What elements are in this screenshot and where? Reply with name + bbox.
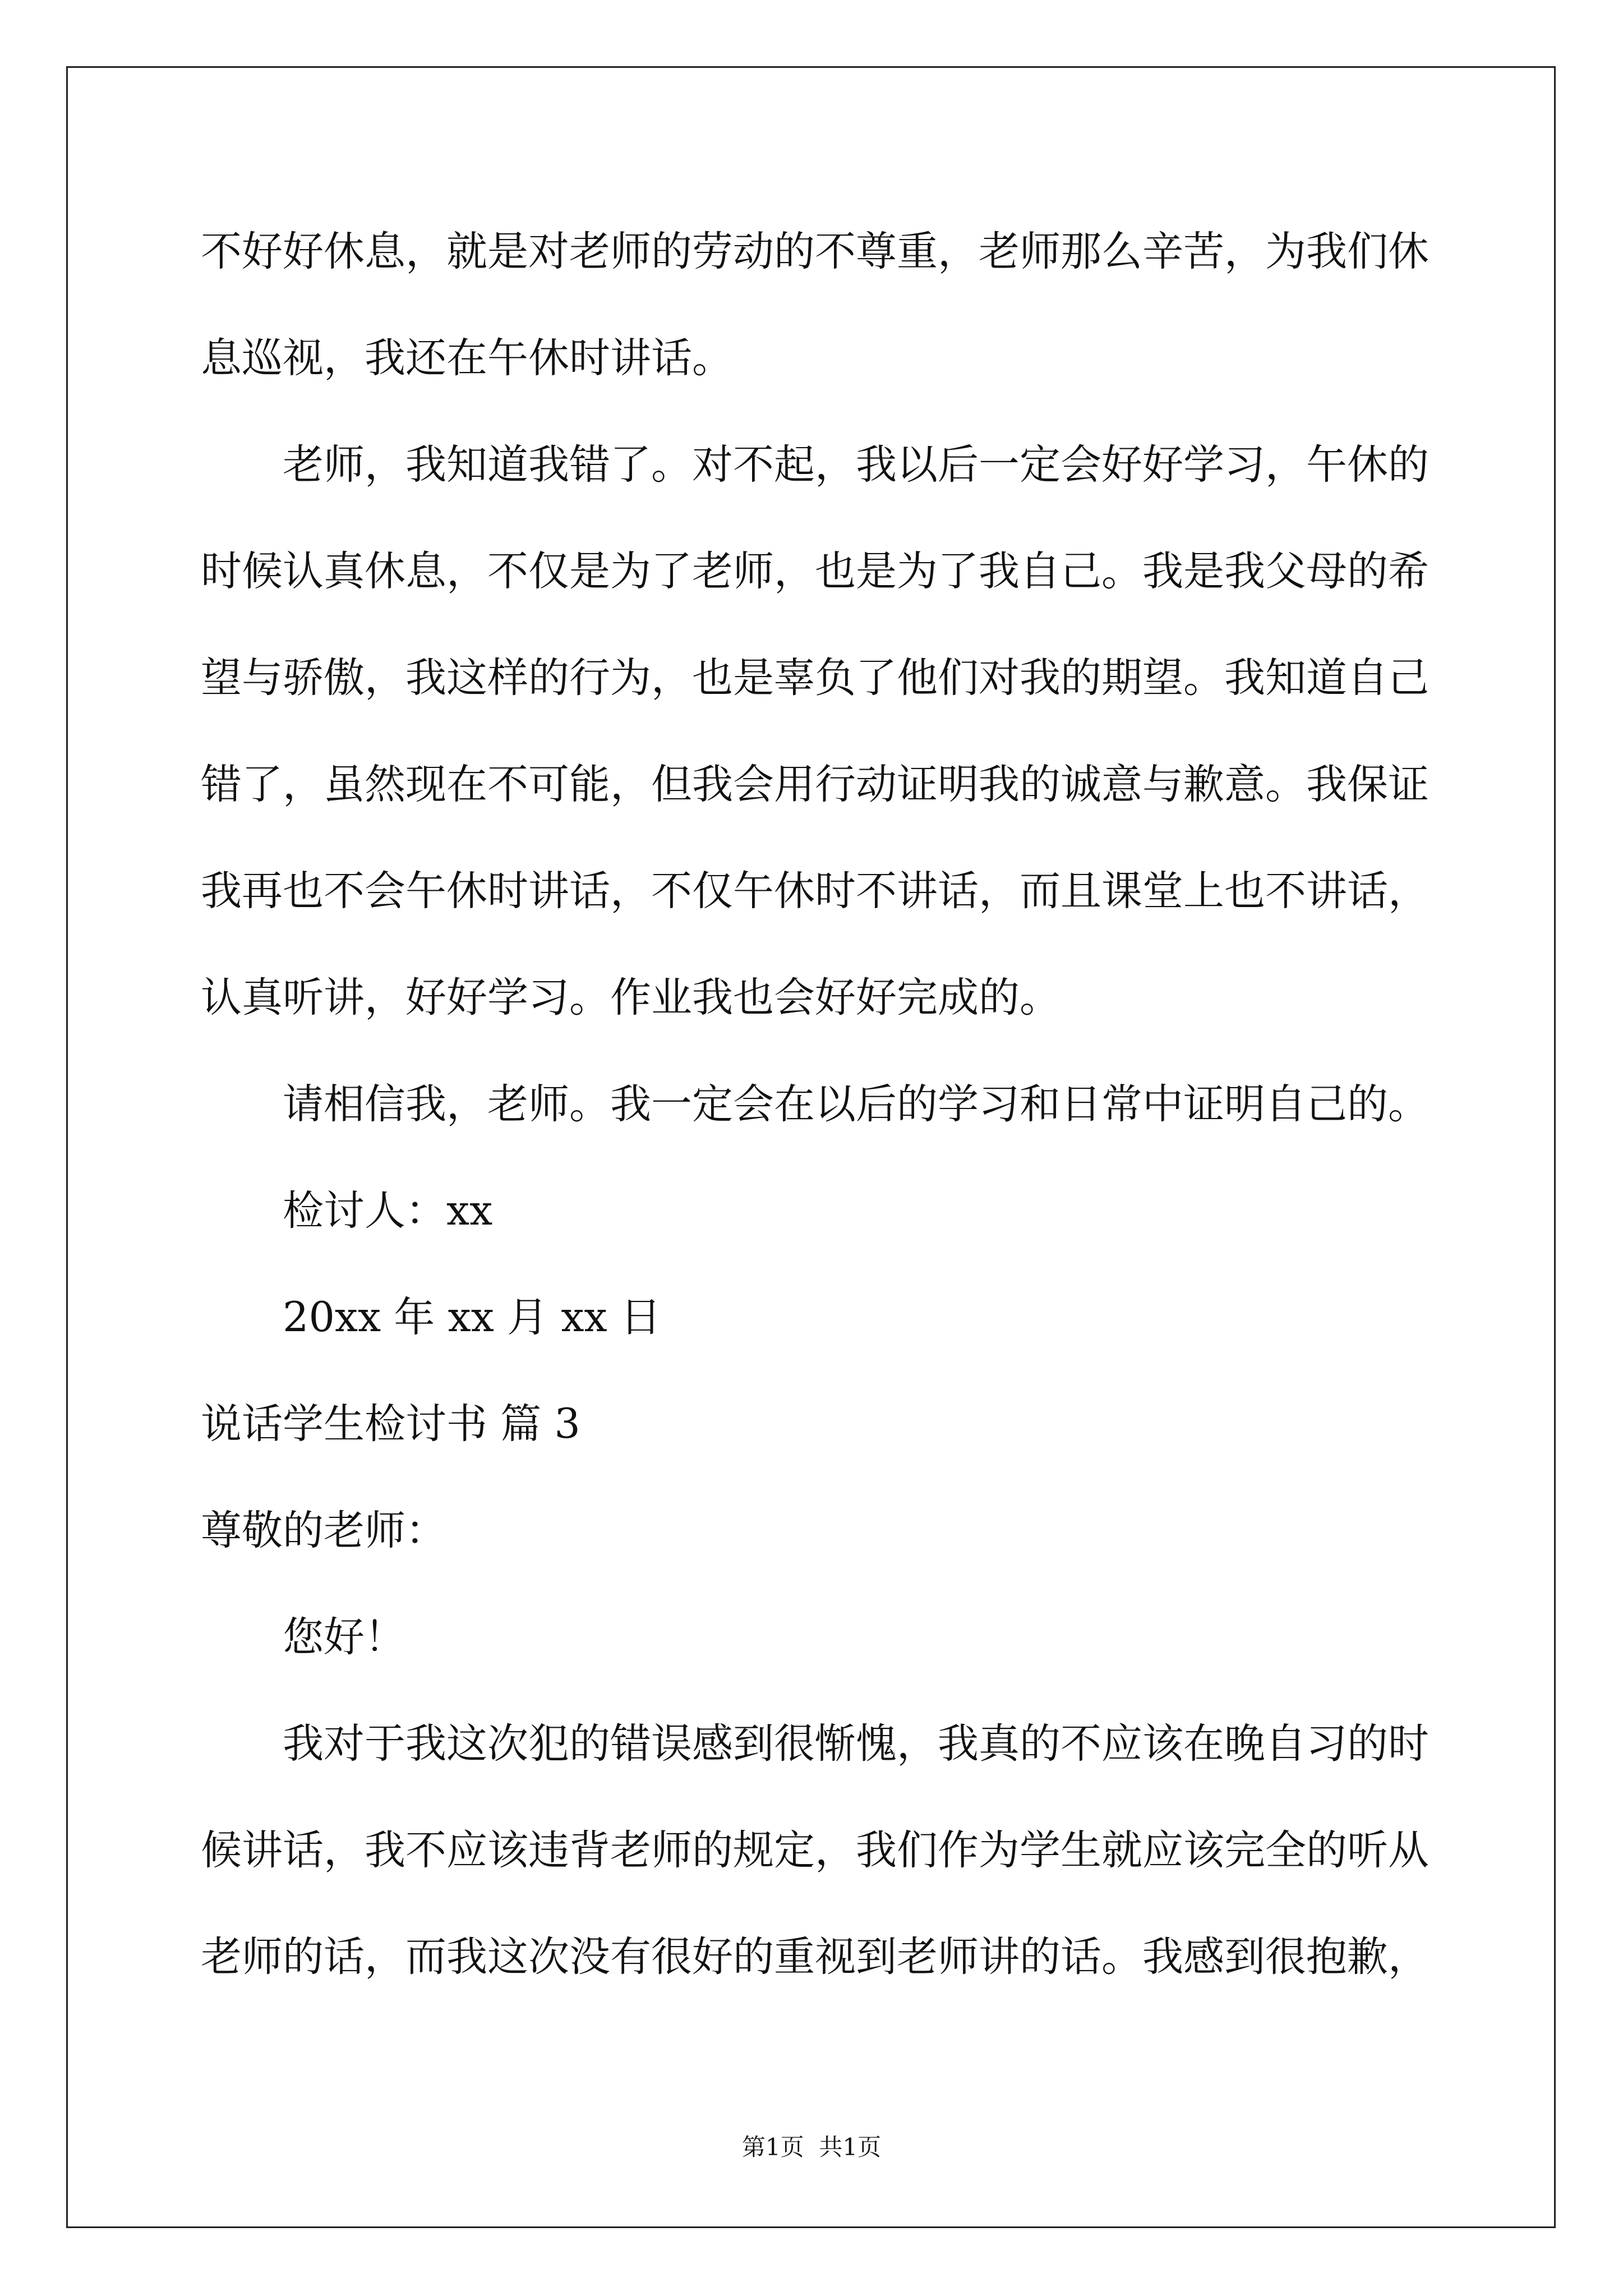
text-line: 我再也不会午休时讲话，不仅午休时不讲话，而且课堂上也不讲话， <box>201 867 1429 915</box>
page-footer: 第1页 共1页 <box>741 2133 882 2161</box>
text-line: 时候认真休息，不仅是为了老师，也是为了我自己。我是我父母的希 <box>201 547 1429 595</box>
section-heading: 说话学生检讨书 篇 3 <box>201 1400 580 1448</box>
date-line: 20xx 年 xx 月 xx 日 <box>283 1294 661 1341</box>
paragraph-start-line: 我对于我这次犯的错误感到很惭愧，我真的不应该在晚自习的时 <box>283 1720 1429 1768</box>
text-line: 望与骄傲，我这样的行为，也是辜负了他们对我的期望。我知道自己 <box>201 654 1429 702</box>
paragraph-start-line: 老师，我知道我错了。对不起，我以后一定会好好学习，午休的 <box>283 441 1429 489</box>
salutation: 尊敬的老师： <box>201 1507 446 1554</box>
text-line: 候讲话，我不应该违背老师的规定，我们作为学生就应该完全的听从 <box>201 1826 1429 1874</box>
signature-line: 检讨人：xx <box>283 1187 493 1235</box>
greeting: 您好！ <box>283 1613 405 1661</box>
paragraph-start-line: 请相信我，老师。我一定会在以后的学习和日常中证明自己的。 <box>283 1080 1429 1128</box>
text-line: 不好好休息，就是对老师的劳动的不尊重，老师那么辛苦，为我们休 <box>201 228 1429 275</box>
text-line: 认真听讲，好好学习。作业我也会好好完成的。 <box>201 974 1061 1022</box>
document-body <box>201 199 1429 2010</box>
text-line: 老师的话，而我这次没有很好的重视到老师讲的话。我感到很抱歉， <box>201 1933 1429 1981</box>
text-line: 错了，虽然现在不可能，但我会用行动证明我的诚意与歉意。我保证 <box>201 761 1429 808</box>
text-line: 息巡视，我还在午休时讲话。 <box>201 334 733 382</box>
